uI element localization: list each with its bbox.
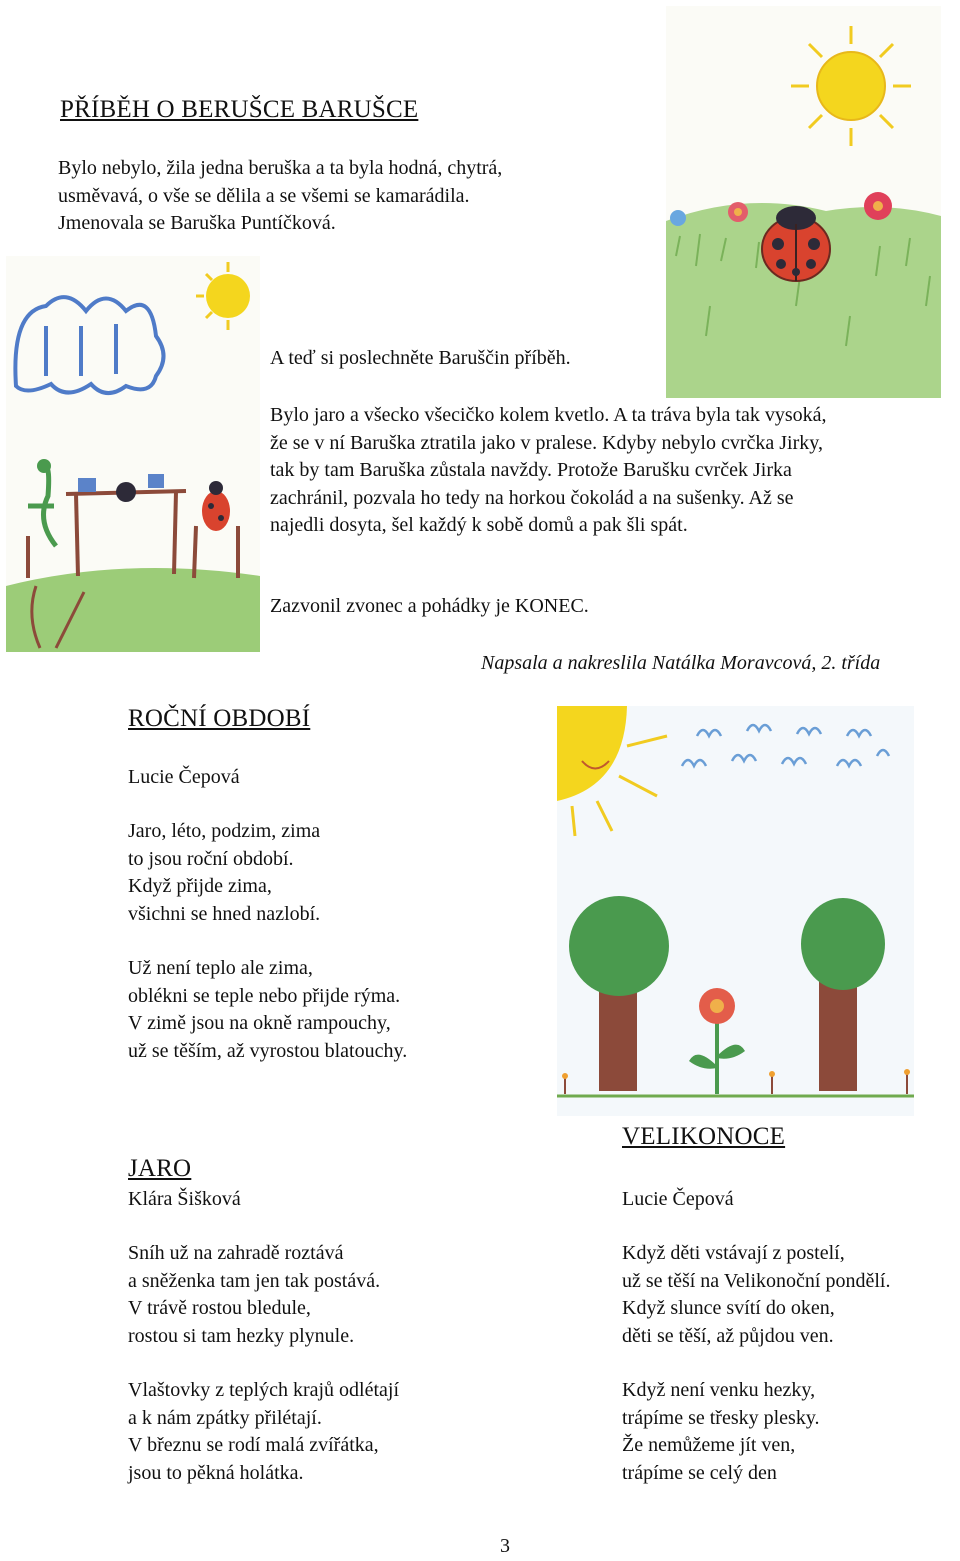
poem-line: V zimě jsou na okně rampouchy, xyxy=(128,1012,391,1034)
poem-line: Když slunce svítí do oken, xyxy=(622,1297,835,1319)
poem-line: Když děti vstávají z postelí, xyxy=(622,1242,845,1264)
story-body-line: že se v ní Baruška ztratila jako v pralese. Kdyby nebylo cvrčka Jirky, xyxy=(270,431,823,454)
poem-line: už se těším, až vyrostou blatouchy. xyxy=(128,1039,408,1062)
easter-stanza-2 xyxy=(622,1377,820,1487)
story-intro-line: Jmenovala se Baruška Puntíčková. xyxy=(58,212,336,234)
spring-stanza-1 xyxy=(128,1240,380,1350)
spring-title: JARO xyxy=(128,1155,192,1182)
poem-line: trápíme se celý den xyxy=(622,1461,777,1484)
poem-line: jsou to pěkná holátka. xyxy=(128,1461,304,1484)
seasons-trees-drawing xyxy=(557,706,914,1116)
easter-title: VELIKONOCE xyxy=(622,1123,786,1150)
story-body-line: Bylo jaro a všecko všecičko kolem kvetlo. A ta tráva byla tak vysoká, xyxy=(270,404,827,426)
poem-line: V březnu se rodí malá zvířátka, xyxy=(128,1434,379,1456)
poem-line: rostou si tam hezky plynule. xyxy=(128,1324,355,1347)
story-intro xyxy=(58,155,502,238)
poem-line: trápíme se třesky plesky. xyxy=(622,1406,820,1429)
poem-line: děti se těší, až půjdou ven. xyxy=(622,1324,834,1347)
spring-stanza-2 xyxy=(128,1377,399,1487)
story-intro-line: usměvavá, o vše se dělila a se všemi se kamarádila. xyxy=(58,184,470,207)
poem-line: už se těší na Velikonoční pondělí. xyxy=(622,1269,891,1292)
poem-line: všichni se hned nazlobí. xyxy=(128,902,321,925)
story-intro-line: Bylo nebylo, žila jedna beruška a ta byla hodná, chytrá, xyxy=(58,157,503,179)
story-body-line: najedli dosyta, šel každý k sobě domů a pak šli spát. xyxy=(270,514,688,536)
story-title: PŘÍBĚH O BERUŠCE BARUŠCE xyxy=(60,96,419,123)
poem-line: to jsou roční období. xyxy=(128,847,294,870)
seasons-title: ROČNÍ OBDOBÍ xyxy=(128,705,311,732)
easter-stanza-1 xyxy=(622,1240,890,1350)
page-number: 3 xyxy=(500,1535,510,1557)
easter-author: Lucie Čepová xyxy=(622,1188,734,1210)
seasons-stanza-2 xyxy=(128,955,407,1065)
sun-icon xyxy=(791,26,911,146)
poem-line: Že nemůžeme jít ven, xyxy=(622,1434,796,1456)
poem-line: Když přijde zima, xyxy=(128,875,272,897)
poem-line: Jaro, léto, podzim, zima xyxy=(128,820,321,842)
poem-line: Sníh už na zahradě roztává xyxy=(128,1242,344,1264)
story-author: Napsala a nakreslila Natálka Moravcová, 2. třída xyxy=(481,652,881,674)
ladybug-meadow-drawing xyxy=(666,6,941,398)
seasons-author: Lucie Čepová xyxy=(128,766,240,788)
poem-line: oblékni se teple nebo přijde rýma. xyxy=(128,984,401,1007)
poem-line: Vlaštovky z teplých krajů odlétají xyxy=(128,1379,400,1401)
poem-line: V trávě rostou bledule, xyxy=(128,1297,311,1319)
spring-author: Klára Šišková xyxy=(128,1188,241,1210)
seasons-stanza-1 xyxy=(128,818,320,928)
poem-line: Už není teplo ale zima, xyxy=(128,957,313,979)
tea-party-drawing xyxy=(6,256,260,652)
story-lead: A teď si poslechněte Baruščin příběh. xyxy=(270,347,571,369)
story-body-line: tak by tam Baruška zůstala navždy. Protože Barušku cvrček Jirka xyxy=(270,459,792,481)
poem-line: Když není venku hezky, xyxy=(622,1379,816,1401)
story-body-line: zachránil, pozvala ho tedy na horkou čokolád a na sušenky. Až se xyxy=(270,486,794,509)
poem-line: a sněženka tam jen tak postává. xyxy=(128,1269,381,1292)
story-ending: Zazvonil zvonec a pohádky je KONEC. xyxy=(270,595,589,617)
poem-line: a k nám zpátky přilétají. xyxy=(128,1406,322,1429)
story-body xyxy=(270,402,827,540)
